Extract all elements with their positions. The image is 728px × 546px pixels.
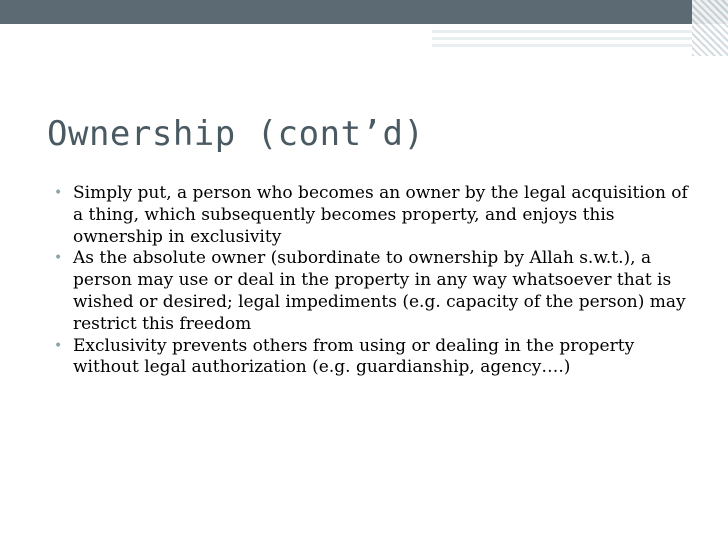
decorative-bar <box>432 37 728 40</box>
bullet-item <box>51 336 701 380</box>
bullet-text: Simply put, a person who becomes an owner by the legal acquisition of a thing, which subsequently becomes property, and enjoys this ownership in exclusivity <box>73 183 688 247</box>
bullet-icon: • <box>54 185 63 201</box>
decorative-bar <box>432 30 728 33</box>
slide-title: Ownership (cont’d) <box>47 114 425 154</box>
bullet-icon: • <box>54 250 63 267</box>
bullet-item <box>51 183 701 248</box>
bullet-icon: • <box>54 337 63 354</box>
bullet-text: Exclusivity prevents others from using or dealing in the property without legal authorization (e.g. guardianship, agency….) <box>73 335 635 378</box>
decorative-bar <box>432 44 728 47</box>
bullet-list <box>51 183 701 379</box>
bullet-item <box>51 248 701 335</box>
header-band <box>0 0 728 24</box>
bullet-text: As the absolute owner (subordinate to ownership by Allah s.w.t.), a person may use or deal in the property in any way whatsoever that is wished or desired; legal impediments (e.g. capacity of the person) may restrict this freedom <box>73 248 686 334</box>
decorative-stripe <box>692 0 728 56</box>
